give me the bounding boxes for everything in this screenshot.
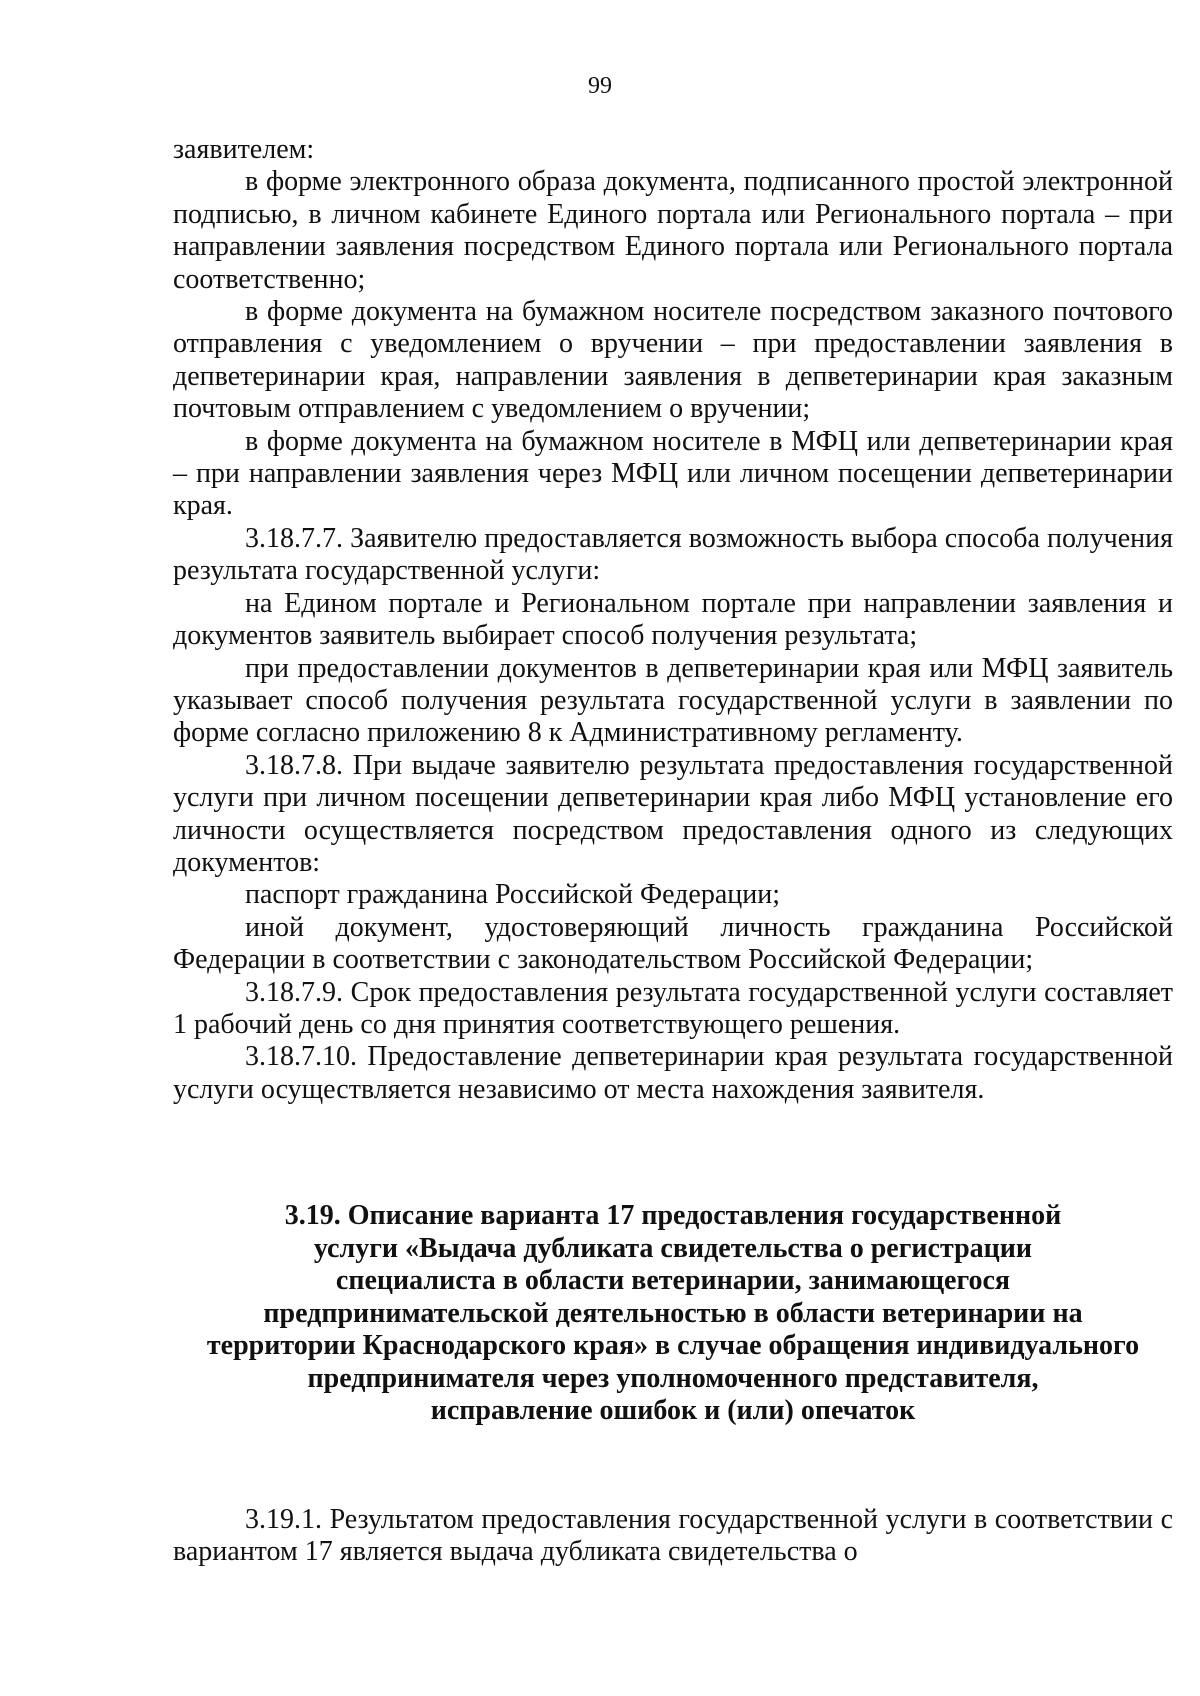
page-number: 99 [588, 73, 612, 99]
paragraph: 3.19.1. Результатом предоставления государственной услуги в соответствии с вариантом 17 является выдача дубликата свидетельства о [173, 1504, 1173, 1568]
body-text-bottom [173, 1504, 1173, 1569]
section-heading-line: исправление ошибок и (или) опечаток [430, 1395, 916, 1426]
body-text-top [173, 134, 1173, 1106]
paragraph: 3.18.7.7. Заявителю предоставляется возможность выбора способа получения результата государственной услуги: [173, 522, 1173, 587]
paragraph: при предоставлении документов в депветеринарии края или МФЦ заявитель указывает способ получения результата государственной услуги в заявлении по форме согласно приложению 8 к Административному регламенту. [173, 652, 1173, 749]
section-heading-line: территории Краснодарского края» в случае обращения индивидуального [206, 1330, 1140, 1361]
section-heading [173, 1200, 1173, 1428]
section-heading-line: услуги «Выдача дубликата свидетельства о регистрации [313, 1232, 1033, 1264]
paragraph: в форме документа на бумажном носителе посредством заказного почтового отправления с уведомлением о вручении – при предоставлении заявления в депветеринарии края, направлении заявления в депветеринарии края заказным почтовым отправлением с уведомлением о вручении; [173, 296, 1173, 425]
paragraph: в форме электронного образа документа, подписанного простой электронной подписью, в личном кабинете Единого портала или Регионального портала – при направлении заявления посредством Единого портала или Регионального портала соответственно; [173, 166, 1173, 295]
paragraph: заявителем: [173, 134, 315, 165]
section-heading-line: специалиста в области ветеринарии, занимающегося [335, 1265, 1011, 1296]
paragraph: 3.18.7.8. При выдаче заявителю результата предоставления государственной услуги при личном посещении депветеринарии края либо МФЦ установление его личности осуществляется посредством предоставления одного из следующих документов: [173, 749, 1173, 878]
section-heading-line: 3.19. Описание варианта 17 предоставления государственной [284, 1200, 1062, 1231]
paragraph: иной документ, удостоверяющий личность гражданина Российской Федерации в соответствии с законодательством Российской Федерации; [173, 911, 1173, 976]
paragraph: в форме документа на бумажном носителе в МФЦ или депветеринарии края – при направлении заявления через МФЦ или личном посещении депветеринарии края. [173, 425, 1173, 522]
section-heading-line: предпринимательской деятельностью в области ветеринарии на [263, 1297, 1083, 1329]
paragraph: на Едином портале и Региональном портале при направлении заявления и документов заявитель выбирает способ получения результата; [173, 587, 1173, 652]
section-heading-line: предпринимателя через уполномоченного представителя, [307, 1362, 1039, 1394]
paragraph: паспорт гражданина Российской Федерации; [245, 879, 781, 911]
paragraph: 3.18.7.9. Срок предоставления результата государственной услуги составляет 1 рабочий день со дня принятия соответствующего решения. [173, 976, 1173, 1040]
paragraph: 3.18.7.10. Предоставление депветеринарии края результата государственной услуги осуществляется независимо от места нахождения заявителя. [173, 1041, 1173, 1105]
